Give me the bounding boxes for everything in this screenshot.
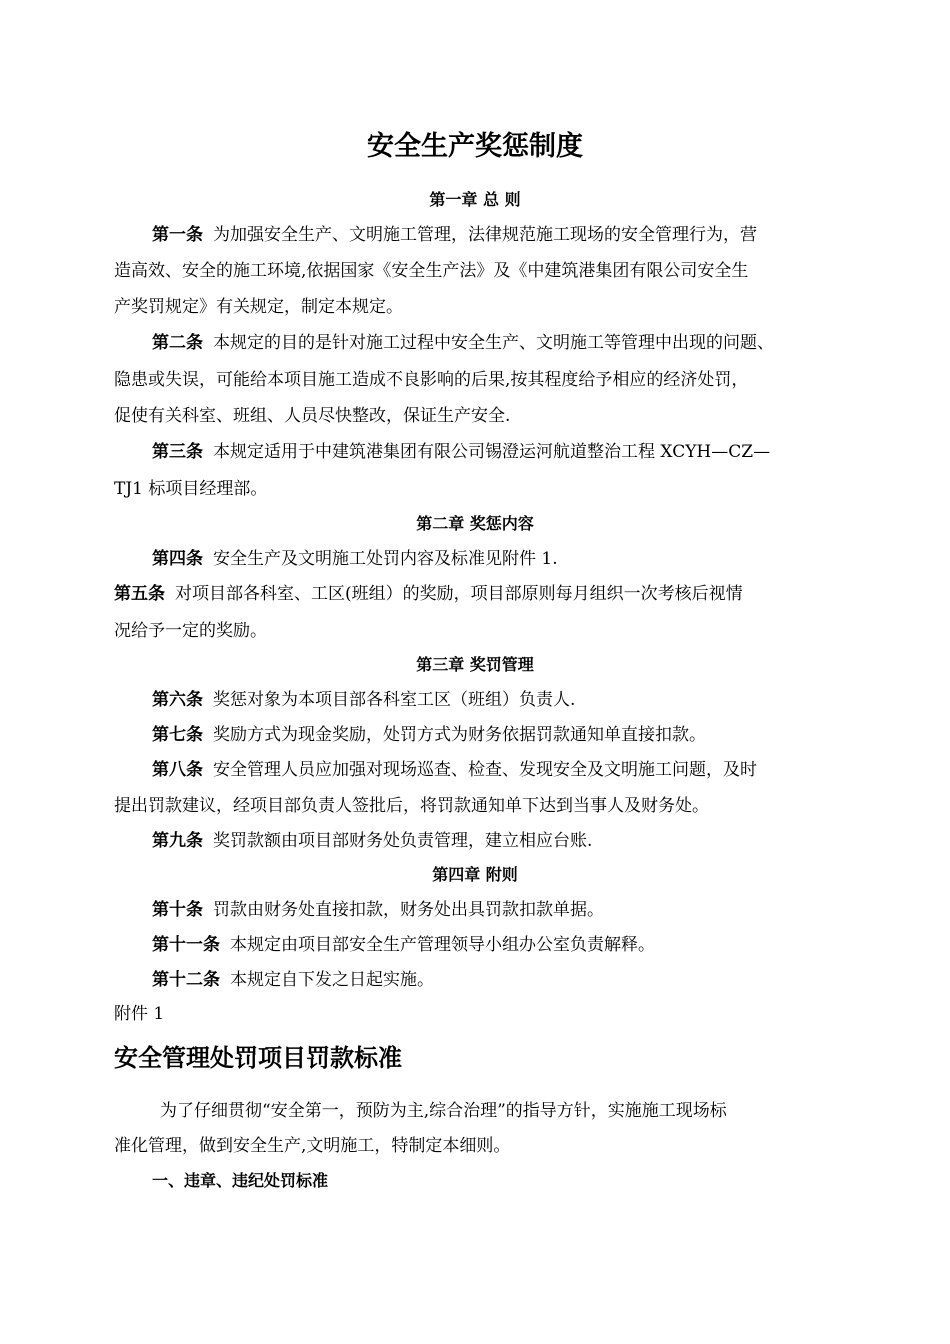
attachment-title: 安全管理处罚项目罚款标准 xyxy=(114,1044,402,1072)
article-7-text-1: 奖励方式为现金奖励，处罚方式为财务依据罚款通知单直接扣款。 xyxy=(213,725,706,745)
article-2-label: 第二条 xyxy=(152,333,203,353)
article-2-text-1: 本规定的目的是针对施工过程中安全生产、文明施工等管理中出现的问题、 xyxy=(213,333,774,353)
article-9-label: 第九条 xyxy=(152,831,203,851)
article-10-label: 第十条 xyxy=(152,900,203,920)
chapter-heading-3: 第三章 奖罚管理 xyxy=(416,655,534,674)
article-8-text-1: 安全管理人员应加强对现场巡查、检查、发现安全及文明施工问题，及时 xyxy=(213,760,757,780)
article-5-label: 第五条 xyxy=(114,584,165,604)
article-8-line-1 xyxy=(152,757,757,783)
article-4-label: 第四条 xyxy=(152,549,203,569)
article-11-text-1: 本规定由项目部安全生产管理领导小组办公室负责解释。 xyxy=(230,935,655,955)
article-2-line-3: 促使有关科室、班组、人员尽快整改，保证生产安全. xyxy=(114,406,511,426)
article-7-line-1 xyxy=(152,722,706,748)
article-12-text-1: 本规定自下发之日起实施。 xyxy=(230,970,434,990)
article-11-label: 第十一条 xyxy=(152,935,220,955)
article-3-line-2: TJ1 标项目经理部。 xyxy=(114,479,268,499)
article-10-line-1 xyxy=(152,897,604,923)
article-1-line-3: 产奖罚规定》有关规定，制定本规定。 xyxy=(114,297,403,317)
article-8-label: 第八条 xyxy=(152,760,203,780)
article-12-line-1 xyxy=(152,967,434,993)
article-3-label: 第三条 xyxy=(152,442,203,462)
chapter-heading-4: 第四章 附则 xyxy=(432,865,518,884)
article-1-line-2: 造高效、安全的施工环境,依据国家《安全生产法》及《中建筑港集团有限公司安全生 xyxy=(114,261,749,281)
article-8-line-2: 提出罚款建议，经项目部负责人签批后，将罚款通知单下达到当事人及财务处。 xyxy=(114,796,709,816)
chapter-heading-2: 第二章 奖惩内容 xyxy=(416,514,534,533)
article-3-line-1 xyxy=(152,439,770,465)
article-2-line-2: 隐患或失误，可能给本项目施工造成不良影响的后果,按其程度给予相应的经济处罚， xyxy=(114,370,749,390)
chapter-heading-1: 第一章 总 则 xyxy=(429,190,521,209)
document-title: 安全生产奖惩制度 xyxy=(367,131,583,162)
article-9-line-1 xyxy=(152,828,592,854)
attachment-intro-line-1: 为了仔细贯彻“安全第一，预防为主,综合治理”的指导方针，实施施工现场标 xyxy=(160,1101,727,1121)
article-6-line-1 xyxy=(152,687,575,713)
article-1-text-1: 为加强安全生产、文明施工管理，法律规范施工现场的安全管理行为，营 xyxy=(213,225,757,245)
article-10-text-1: 罚款由财务处直接扣款，财务处出具罚款扣款单据。 xyxy=(213,900,604,920)
article-5-text-1: 对项目部各科室、工区(班组）的奖励，项目部原则每月组织一次考核后视情 xyxy=(175,584,743,604)
article-5-line-2: 况给予一定的奖励。 xyxy=(114,621,267,641)
article-3-text-1: 本规定适用于中建筑港集团有限公司锡澄运河航道整治工程 XCYH—CZ— xyxy=(213,442,771,462)
article-1-label: 第一条 xyxy=(152,225,203,245)
article-4-line-1 xyxy=(152,546,558,572)
article-5-line-1 xyxy=(114,581,743,607)
article-1-line-1 xyxy=(152,222,757,248)
article-11-line-1 xyxy=(152,932,655,958)
attachment-intro-line-2: 准化管理，做到安全生产,文明施工，特制定本细则。 xyxy=(114,1136,511,1156)
section-heading: 一、违章、违纪处罚标准 xyxy=(152,1171,329,1190)
article-2-line-1 xyxy=(152,330,774,356)
article-6-label: 第六条 xyxy=(152,690,203,710)
article-9-text-1: 奖罚款额由项目部财务处负责管理，建立相应台账. xyxy=(213,831,593,851)
article-4-text-1: 安全生产及文明施工处罚内容及标准见附件 1. xyxy=(213,549,558,569)
attachment-label: 附件 1 xyxy=(114,1004,165,1024)
article-6-text-1: 奖惩对象为本项目部各科室工区（班组）负责人. xyxy=(213,690,576,710)
article-12-label: 第十二条 xyxy=(152,970,220,990)
article-7-label: 第七条 xyxy=(152,725,203,745)
